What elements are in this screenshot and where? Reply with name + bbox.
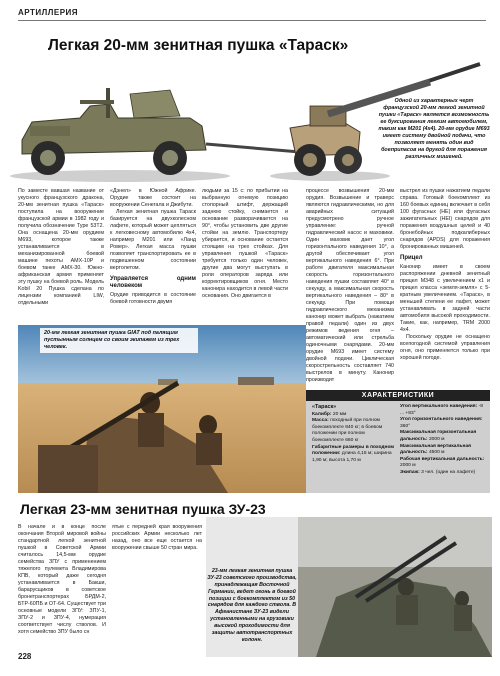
spec-item: Калибр: 20 мм [312, 411, 347, 417]
col5-text-a: выстрел из пушки нажатием педали справа. Готовый боекомплект из 160 боевых единиц включает в себя 100 фугасных (HE) или фугасных зажигательных (HEI) снарядов для поражения воздушных целей и 40 бронебойных подкалиберных снарядов (APDS) для поражения бронированных мишеней. [400, 188, 490, 250]
spec-item: Габаритные размеры в походном положении: длина 4,15 м; ширина 1,90 м; высота 1,70 м [312, 444, 395, 463]
col5-heading: Прицел [400, 254, 423, 261]
spec-item: Рабочая вертикальная дальность: 2000 м [400, 456, 485, 469]
col5-text-c: Поскольку орудие не оснащено всепогодной системой управления огня, оно применяется только при хорошей погоде. [400, 333, 490, 361]
text-column-3 [202, 188, 288, 324]
photo-caption: 20-мм легкая зенитная пушка GIAT под палящим пустынным солнцем со своим экипажем из трех человек. [40, 328, 198, 353]
bottom-text-column-1 [18, 524, 106, 650]
spec-item: Максимальная вертикальная дальность: 4500 м [400, 443, 472, 456]
col2-text-c: Орудие приводится в состояние боевой готовности двумя [110, 292, 196, 306]
page-number: 228 [18, 652, 32, 661]
col2-text-a: «Дэнел» в Южной Африке. Орудие также состоит на вооружении Сенегала и Джибути. [110, 188, 196, 208]
bottom-col2-text: ятые с передней края вооружения российских Армии несколько лет назад, оно все еще остается на вооружении свыше 50 стран мира. [112, 524, 202, 551]
illustration-caption: Одной из характерных черт французской 20-мм легкой зенитной пушки «Тараск» является возможность ее буксирования легким автомобилем, таким как M201 (4x4). 20-мм орудие M693 имеет систему двойной подачи, что позволяет менять один вид боеприпасов на другой для поражения различных мишеней. [378, 98, 490, 161]
article-title-1: Легкая 20-мм зенитная пушка «Тараск» [48, 37, 349, 54]
col4-text: процессе возвышения 20-мм орудия. Возвышение и траверс являются гидравлическими, но для аварийных ситуаций предусмотрено ручное управление: ручной гидравлический насос и маховики. Один маховик дает угол горизонтального наведения 10°, а другой обеспечивает угол вертикального наведения 6°. При работе двигателя максимальная скорость горизонтального наведения пушки составляет 40° в секунду, а максимальная скорость вертикального наведения – 80° в секунду. При помощи гидравлического механизма канонир может выбрать (нажатием правой педали) один из двух режимов ведения огня – автоматический или стрельба одиночными снарядами. 20-мм орудие M693 имеет систему двойной подачи. Циклическая скорострельность составляет 740 выстрелов в минуту. Канонир производит [306, 188, 394, 383]
specs-title: ХАРАКТЕРИСТИКИ [306, 390, 490, 401]
specs-right-column [400, 404, 486, 477]
col5-text-b: Канонир имеет в своем распоряжении дневной зенитный прицел M348 с увеличением x1 и прицел класса «земля-земля» с 5-кратным увеличением. «Тараск», в меньшей степени ее лафет, может устанавливать в задней части автомобиля высокой проходимости. Такие, как, например, TRM 2000 4x4. [400, 264, 490, 333]
text-column-2 [110, 188, 196, 324]
col2-heading: Управляется одним человеком [110, 275, 196, 289]
spec-item: Экипаж: 3 чел. (один на лафете) [400, 470, 476, 476]
spec-item: Максимальная горизонтальная дальность: 2000 м [400, 430, 477, 443]
article-title-2: Легкая 23-мм зенитная пушка ЗУ-23 [20, 501, 266, 517]
spec-item: Угол вертикального наведения: -8 ... +83° [400, 404, 484, 416]
spec-item: Угол горизонтального наведения: 360° [400, 417, 483, 429]
header-rule [18, 20, 486, 21]
bottom-photo-caption: 23-мм легкая зенитная пушка ЗУ-23 советского производства, принадлежащая Восточной Германии, ведет огонь в боевой позиции с боекомплектом из 50 снарядов для каждого ствола. В Афганистане ЗУ-23 видели установленными на грузовики высокой проходимости для защиты автотранспортных колонн. [207, 568, 297, 643]
specs-left-column [312, 404, 394, 464]
spec-item: Масса: походный при полном боекомплекте 840 кг; в боевом положении при полном боекомплекте 660 кг [312, 418, 383, 444]
col2-text-b: Легкая зенитная пушка Тараск базируется на двухколесном лафете, который может цепляться к легковесному автомобилю 4x4, например M201 или «Ланд Ровер». Легкая масса пушки позволяет транспортировать ее в подвешенном состоянии вертолетом. [110, 208, 196, 271]
spec-name: «Тараск» [312, 404, 337, 410]
bottom-col1-text: В начале и в конце после окончания Второй мировой войны стандартной легкой зенитной пушкой в Советской Армии считалось 14,5-мм орудие семейства ЗПУ с применением тяжелого пулемета Владимирова КПВ, который даже сегодня устанавливается в Бакши, барарусщиков в советское бронетранспортерах БРДМ-2, БТР-60ПБ и ОТ-64. Существует три основные модели ЗПУ: ЗПУ-1, ЗПУ-2 и ЗПУ-4, нумерация соответствует числу стволов. И хотя семейство ЗПУ было сн [18, 524, 106, 635]
specs-box [306, 390, 490, 493]
section-label: АРТИЛЛЕРИЯ [18, 8, 79, 17]
bottom-text-column-2 [112, 524, 202, 564]
text-column-1 [18, 188, 104, 324]
text-column-4 [306, 188, 394, 388]
col1-text: По заместе вавшая название от укусного французского дракона, 20-мм зенитная пушка «Тараск» поступила на вооружение французской армии в 1982 году и получила обозначение Type 53T2. Она оснащена 20-мм орудием M693, которое также устанавливается в механизированной боевой машине пехоты AMX-10P и боевом танке AMX-30. Южно-африканская армия применяет эту пушку на боевой роль. Модель Kobil 20 Пушка сделана по лицензии компанией LIW, отдельными [18, 188, 104, 306]
text-column-5 [400, 188, 490, 388]
col3-text: людьми за 15 с: по прибытии на выбранную огневую позицию стопорный штифт, держащий заднюю стойку, снимается и основание разворачивается на 90°, чтобы установить две другие стойки на землю. Транспортеру убирается, и основание остается стоящим на трех стойках. Для управления пушкой «Тараск» требуется только один человек, другие два могут выступать в роли операторов заряда или корректировщиков огня. Место канонира находится в левой части основания. Оно двигается в [202, 188, 288, 299]
